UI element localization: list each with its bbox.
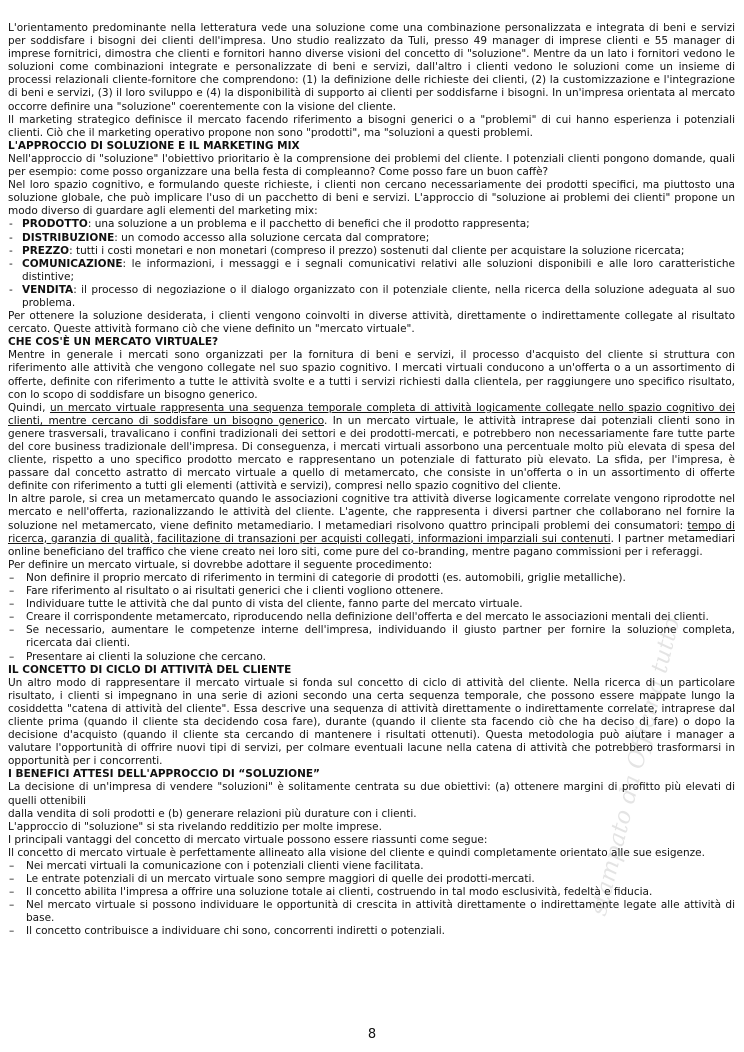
text-run: . In un mercato virtuale, le attività intraprese dai potenziali clienti sono in genere trasversali, travalicano i confini tradizionali dei settori e dei prodotti-mercati, e potrebbero non necessariamente fare tutte parte del core business tradizionale dell'impresa. Di conseguenza, i mercati virtuali assorbono una percentuale molto più elevata di spesa del cliente, rispetto a uno specifico prodotto mercato e rappresentano un potenziale di fatturato più elevato. La sfida, per l'impresa, è passare dal concetto astratto di mercato virtuale a quello di metamercato, che consiste in un'offerta o in un assortimento di offerte definite con riferimento a tutti gli elementi (attività e servizi), compresi nello spazio cognitivo del cliente. — [8, 414, 736, 493]
paragraph: Nel loro spazio cognitivo, e formulando queste richieste, i clienti non cercano necessariamente dei prodotti specifici, ma piuttosto una soluzione globale, che può implicare l'uso di un pacchetto di beni e servizi. L'approccio di "soluzione ai problemi dei clienti" propone un modo diverso di guardare agli elementi del marketing mix: — [8, 179, 735, 218]
paragraph: Il marketing strategico definisce il mercato facendo riferimento a bisogni generici o a "problemi" di cui hanno esperienza i potenziali clienti. Ciò che il marketing operativo propone non sono "prodotti", ma "soluzioni a questi problemi. — [8, 113, 735, 139]
paragraph: I principali vantaggi del concetto di mercato virtuale possono essere riassunti come segue: — [8, 833, 488, 846]
text-run: In altre parole, si crea un metamercato quando le associazioni cognitive tra attività diverse logicamente correlate vengono riprodotte nel mercato e nell'offerta, razionalizzando le attività del cliente. L'agente, che rappresenta i diversi partner che collaborano nel fornire la soluzione nel metamercato, viene definito metamediario. I metamediari risolvono quattro principali problemi dei consumatori: — [8, 493, 735, 532]
procedure-step: – Non definire il proprio mercato di riferimento in termini di categorie di prodotti (es. automobili, griglie metalliche). — [8, 572, 735, 585]
paragraph: L'orientamento predominante nella letteratura vede una soluzione come una combinazione personalizzata e integrata di beni e servizi per soddisfare i bisogni dei clienti dell'impresa. Uno studio realizzato da Tuli, presso 49 manager di imprese clienti e 55 manager di imprese fornitrici, dimostra che clienti e fornitori hanno diverse visioni del concetto di "soluzione". Mentre da un lato i fornitori vedono le soluzioni come combinazioni integrate e personalizzate di beni e servizi, dall'altro i clienti vedono le soluzioni come un insieme di processi relazionali cliente-fornitore che comprendono: (1) la definizione delle richieste dei clienti, (2) la customizzazione e l'integrazione di beni e servizi, (3) il loro sviluppo e (4) la disponibilità di supporto ai clienti per soddisfarne i bisogni. In un'impresa orientata al mercato occorre definire una "soluzione" coerentemente con la visione del cliente. — [8, 22, 735, 113]
marketing-mix-item — [8, 232, 735, 245]
marketing-mix-item — [8, 284, 735, 310]
procedure-step: – Individuare tutte le attività che dal punto di vista del cliente, fanno parte del mercato virtuale. — [8, 598, 735, 611]
definition: : il processo di negoziazione o il dialogo organizzato con il potenziale cliente, nella ricerca della soluzione adeguata al suo problema. — [22, 283, 735, 309]
definition: : un comodo accesso alla soluzione cercata dal compratore; — [114, 231, 430, 244]
procedure-step: – Presentare ai clienti la soluzione che cercano. — [8, 651, 735, 664]
definition: : le informazioni, i messaggi e i segnali comunicativi relativi alle soluzioni disponibili e alle loro caratteristiche distintive; — [22, 257, 735, 283]
procedure-step: – Creare il corrispondente metamercato, riproducendo nella definizione dell'offerta e del mercato le associazioni mentali dei clienti. — [8, 611, 735, 624]
text-run: Quindi, — [8, 401, 50, 414]
section-heading: I BENEFICI ATTESI DELL'APPROCCIO DI “SOLUZIONE” — [8, 768, 320, 781]
paragraph: Per definire un mercato virtuale, si dovrebbe adottare il seguente procedimento: — [8, 558, 433, 571]
benefit-item: – Le entrate potenziali di un mercato virtuale sono sempre maggiori di quelle dei prodotti-mercati. — [8, 873, 735, 886]
marketing-mix-item — [8, 258, 735, 284]
marketing-mix-item — [8, 245, 735, 258]
underlined-definition: un mercato virtuale rappresenta una sequenza temporale completa di attività logicamente collegate nello spazio cognitivo dei clienti, mentre cercano di soddisfare un bisogno generico — [8, 401, 735, 427]
procedure-step: – Fare riferimento al risultato o ai risultati generici che i clienti vogliono ottenere. — [8, 585, 735, 598]
paragraph: dalla vendita di soli prodotti e (b) generare relazioni più durature con i clienti. — [8, 807, 417, 820]
page-number: 8 — [367, 1027, 377, 1042]
watermark: stampato da Officina tutto — [586, 614, 686, 919]
paragraph: Mentre in generale i mercati sono organizzati per la fornitura di beni e servizi, il processo d'acquisto del cliente si struttura con riferimento alle attività che vengono collegate nel suo spazio cognitivo. I mercati virtuali conducono a un'offerta o a un assortimento di offerte, definite con riferimento a tutte le attività svolte e a tutti i servizi richiesti dalla clientela, per raggiungere uno specifico risultato, con lo scopo di soddisfare un bisogno generico. — [8, 349, 735, 401]
paragraph: L'approccio di "soluzione" si sta rivelando redditizio per molte imprese. — [8, 820, 382, 833]
term: VENDITA — [22, 283, 74, 296]
benefit-item: – Nei mercati virtuali la comunicazione con i potenziali clienti viene facilitata. — [8, 860, 735, 873]
paragraph: Un altro modo di rappresentare il mercato virtuale si fonda sul concetto di ciclo di attività del cliente. Nella ricerca di un particolare risultato, i clienti si impegnano in una serie di azioni secondo una certa sequenza temporale, che possono essere mappate lungo la cosiddetta "catena di attività del cliente". Essa descrive una sequenza di attività direttamente o indirettamente correlate, intraprese dal cliente prima (quando il cliente sta decidendo cosa fare), durante (quando il cliente sta facendo ciò che ha deciso di fare) o dopo la decisione d'acquisto (quando il cliente sta cercando di mantenere i risultati ottenuti). Questa metodologia può aiutare i manager a valutare l'opportunità di offrire nuovi tipi di servizi, per colmare eventuali lacune nella catena di attività che potrebbero trasformarsi in opportunità per i concorrenti. — [8, 676, 735, 768]
paragraph — [8, 402, 735, 494]
paragraph: Per ottenere la soluzione desiderata, i clienti vengono coinvolti in diverse attività, direttamente o indirettamente collegate al risultato cercato. Queste attività formano ciò che viene definito un "mercato virtuale". — [8, 310, 735, 336]
term: PREZZO — [22, 244, 70, 257]
paragraph — [8, 493, 735, 558]
term: PRODOTTO — [22, 218, 88, 231]
procedure-step: – Se necessario, aumentare le competenze interne dell'impresa, individuando il giusto partner per fornire la soluzione completa, ricercata dai clienti. — [8, 624, 735, 650]
section-heading: L'APPROCCIO DI SOLUZIONE E IL MARKETING MIX — [8, 139, 300, 152]
section-heading: CHE COS'È UN MERCATO VIRTUALE? — [8, 336, 219, 349]
paragraph: La decisione di un'impresa di vendere "soluzioni" è solitamente centrata su due obiettivi: (a) ottenere margini di profitto più elevati di quelli ottenibili — [8, 781, 735, 807]
paragraph: Nell'approccio di "soluzione" l'obiettivo prioritario è la comprensione dei problemi del cliente. I potenziali clienti pongono domande, quali per esempio: come posso organizzare una bella festa di compleanno? Come posso fare un buon caffè? — [8, 152, 735, 179]
term: DISTRIBUZIONE — [22, 231, 115, 244]
benefit-item: – Il concetto contribuisce a individuare chi sono, concorrenti indiretti o potenziali. — [8, 925, 735, 938]
term: COMUNICAZIONE — [22, 257, 123, 270]
benefit-item: – Il concetto abilita l'impresa a offrire una soluzione totale ai clienti, costruendo in tal modo esclusività, fedeltà e fiducia. — [8, 886, 735, 899]
marketing-mix-item — [8, 218, 735, 231]
text-run: . I partner metamediari online beneficiano del traffico che viene creato nei loro siti, come pure del co-branding, mentre pagano commissioni per i referaggi. — [8, 532, 735, 558]
benefit-item: – Nel mercato virtuale si possono individuare le opportunità di crescita in attività direttamente o indirettamente legate alle attività di base. — [8, 899, 735, 925]
paragraph: Il concetto di mercato virtuale è perfettamente allineato alla visione del cliente e quindi completamente orientato alle sue esigenze. — [8, 846, 705, 859]
definition: : tutti i costi monetari e non monetari (compreso il prezzo) sostenuti dal cliente per acquistare la soluzione ricercata; — [69, 244, 685, 257]
underlined-problems: tempo di ricerca, garanzia di qualità, facilitazione di transazioni per acquisti collegati, informazioni imparziali sui contenuti — [8, 519, 735, 545]
section-heading: IL CONCETTO DI CICLO DI ATTIVITÀ DEL CLIENTE — [8, 663, 292, 676]
definition: : una soluzione a un problema e il pacchetto di benefici che il prodotto rappresenta; — [87, 218, 530, 231]
